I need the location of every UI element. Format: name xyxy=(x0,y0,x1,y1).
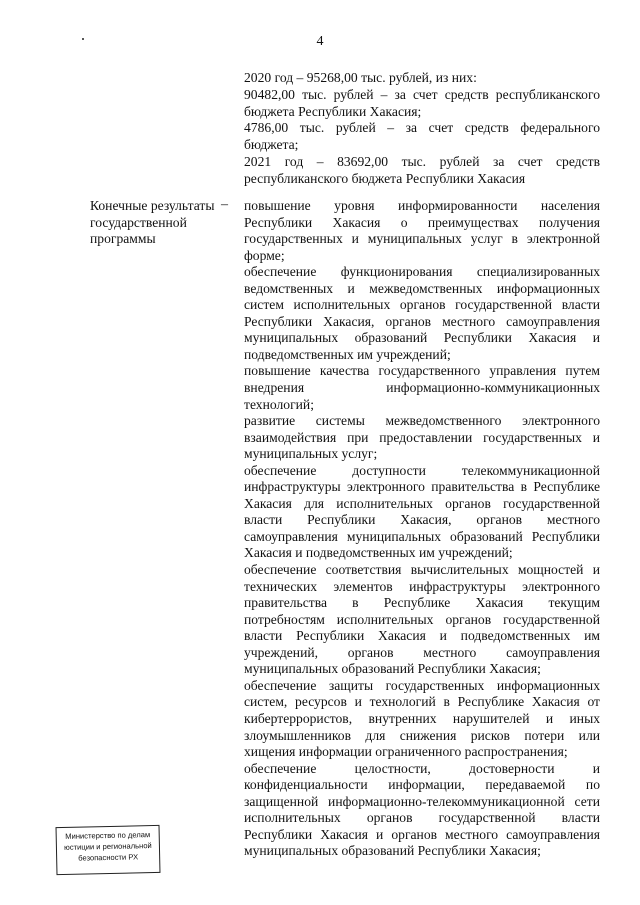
result-line: повышение качества государственного управления путем xyxy=(244,363,600,379)
result-line: подведомственных им учреждений; xyxy=(244,346,451,362)
result-line: технических элементов инфраструктуры электронного xyxy=(244,578,600,594)
result-line: технологий; xyxy=(244,396,314,412)
result-line: муниципальных образований Республики Хакасия; xyxy=(244,661,541,677)
result-line: взаимодействия при предоставлении государственных и xyxy=(244,429,600,445)
result-line: внедрения информационно-коммуникационных xyxy=(244,380,600,396)
funding-line: 90482,00 тыс. рублей – за счет средств республиканского xyxy=(244,86,600,102)
result-line: Республики Хакасия, органов местного самоуправления xyxy=(244,313,600,329)
page-number: 4 xyxy=(316,34,324,49)
result-line: обеспечение соответствия вычислительных мощностей и xyxy=(244,562,600,578)
result-line: защищенной информационно-телекоммуникационной сети xyxy=(244,793,600,809)
funding-line: бюджета; xyxy=(244,137,299,153)
funding-line: бюджета Республики Хакасия; xyxy=(244,103,422,119)
stamp-line: безопасности РХ xyxy=(78,852,139,863)
section-label xyxy=(90,198,220,248)
funding-line: 2020 год – 95268,00 тыс. рублей, из них: xyxy=(244,70,477,85)
result-line: потребностям исполнительных органов государственной xyxy=(244,611,600,627)
result-line: обеспечение доступности телекоммуникационной xyxy=(244,462,600,478)
result-line: инфраструктуры электронного правительства в Республике xyxy=(244,479,600,495)
result-line: систем, ресурсов и технологий в Республике Хакасия от xyxy=(244,694,600,710)
result-line: власти Республики Хакасия и подведомственных им xyxy=(244,628,600,644)
result-line: систем исполнительных органов государственной власти xyxy=(244,297,600,313)
funding-line: 2021 год – 83692,00 тыс. рублей за счет средств xyxy=(244,153,600,169)
section-dash: – xyxy=(221,197,228,212)
result-line: конфиденциальности информации, передаваемой по xyxy=(244,777,600,793)
section-label-line: Конечные xyxy=(90,198,148,213)
result-line: Республики Хакасия о преимуществах получения xyxy=(244,214,600,230)
result-line: злоумышленников для снижения рисков потери или xyxy=(244,727,600,743)
result-line: правительства в Республике Хакасия текущим xyxy=(244,595,600,611)
result-line: государственных и муниципальных услуг в электронной xyxy=(244,231,600,247)
section-label-line: государственной xyxy=(90,214,187,230)
result-line: кибертеррористов, внутренних нарушителей и иных xyxy=(244,710,600,726)
result-line: муниципальных услуг; xyxy=(244,446,378,462)
result-line: обеспечение защиты государственных информационных xyxy=(244,677,600,693)
result-line: Хакасия для исполнительных органов государственной xyxy=(244,495,600,511)
result-line: хищения информации ограниченного распространения; xyxy=(244,744,568,760)
result-line: муниципальных образований Республики Хакасия; xyxy=(244,843,541,859)
result-line: форме; xyxy=(244,247,285,263)
result-line: самоуправления муниципальных образований Республики xyxy=(244,528,600,544)
result-line: ведомственных и межведомственных информационных xyxy=(244,280,600,296)
result-line: Республики Хакасия и органов местного самоуправления xyxy=(244,826,600,842)
result-line: учреждений, органов местного самоуправления xyxy=(244,644,600,660)
funding-line: республиканского бюджета Республики Хакасия xyxy=(244,170,526,186)
result-line: Хакасия и подведомственных им учреждений; xyxy=(244,545,513,561)
result-line: обеспечение функционирования специализированных xyxy=(244,264,600,280)
section-label-line: результаты xyxy=(150,198,215,213)
result-line: обеспечение целостности, достоверности и xyxy=(244,760,600,776)
result-line: власти Республики Хакасия, органов местного xyxy=(244,512,600,528)
stamp-line: юстиции и региональной xyxy=(64,841,152,852)
funding-paragraph xyxy=(244,70,600,188)
results-list xyxy=(244,198,600,860)
registration-stamp xyxy=(56,825,161,875)
funding-line: 4786,00 тыс. рублей – за счет средств федерального xyxy=(244,120,600,136)
stamp-line: Министерство по делам xyxy=(65,830,151,841)
result-line: исполнительных органов государственной власти xyxy=(244,810,600,826)
result-line: повышение уровня информированности населения xyxy=(244,198,600,213)
section-label-line: программы xyxy=(90,231,156,247)
result-line: развитие системы межведомственного электронного xyxy=(244,413,600,429)
result-line: муниципальных образований Республики Хакасия и xyxy=(244,330,600,346)
